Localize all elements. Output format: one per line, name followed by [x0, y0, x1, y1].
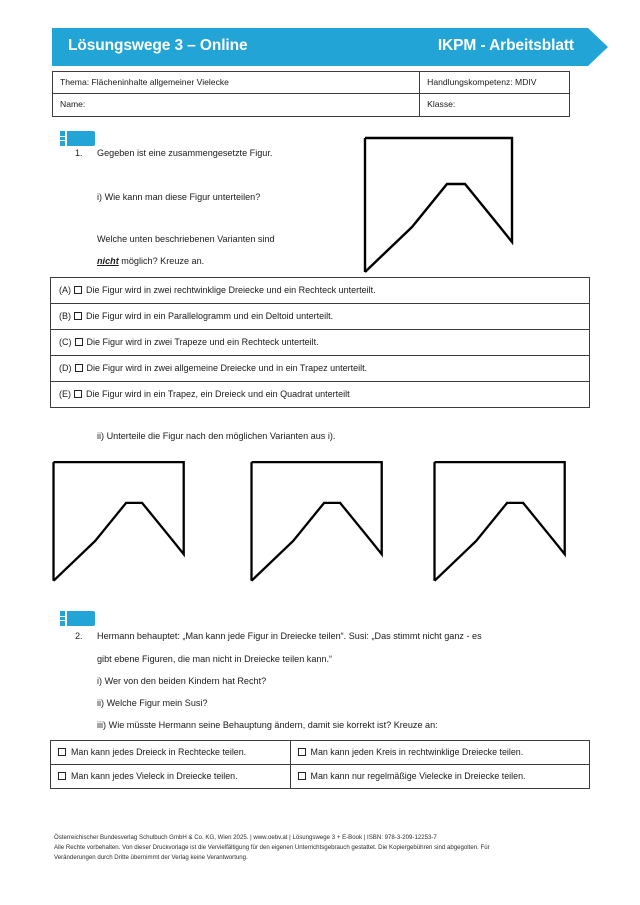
task1-intro: Gegeben ist eine zusammengesetzte Figur. — [97, 148, 273, 158]
option-row-b[interactable] — [51, 304, 590, 330]
table-row — [53, 94, 570, 116]
checkbox-answer-4[interactable] — [298, 772, 306, 780]
option-text-c: Die Figur wird in zwei Trapeze und ein Rechteck unterteilt. — [86, 337, 319, 348]
header-banner — [52, 28, 608, 66]
option-text-a: Die Figur wird in zwei rechtwinklige Dreiecke und ein Rechteck unterteilt. — [86, 285, 376, 296]
composite-figure-main — [352, 132, 527, 277]
marker-stripe-top — [60, 611, 65, 616]
work-figure-3[interactable] — [423, 456, 578, 586]
option-key-b: (B) — [59, 311, 71, 322]
task1-line4-rest: möglich? Kreuze an. — [121, 256, 205, 266]
answer-cell-2[interactable] — [290, 741, 589, 765]
checkbox-b[interactable] — [74, 312, 82, 320]
work-figure-2[interactable] — [240, 456, 395, 586]
option-row-a[interactable] — [51, 278, 590, 304]
marker-stripe-mid — [60, 617, 65, 620]
polygon-outline — [54, 462, 184, 581]
option-key-c: (C) — [59, 337, 72, 348]
answer-cell-4[interactable] — [290, 765, 589, 789]
option-row-d[interactable] — [51, 356, 590, 382]
task2-sub-ii: ii) Welche Figur mein Susi? — [97, 698, 208, 708]
name-field[interactable]: Name: — [53, 94, 420, 116]
page-title: Lösungswege 3 – Online — [68, 37, 248, 54]
worksheet-label: IKPM - Arbeitsblatt — [437, 37, 574, 54]
task2-line1: Hermann behauptet: „Man kann jede Figur in Dreiecke teilen“. Susi: „Das stimmt nicht ganz - es — [97, 631, 482, 641]
option-row-c[interactable] — [51, 330, 590, 356]
table-row[interactable] — [51, 278, 590, 304]
answer-text-2: Man kann jeden Kreis in rechtwinklige Dreiecke teilen. — [310, 747, 524, 758]
task2-answers-table — [50, 740, 590, 789]
banner-arrow-tip — [588, 28, 608, 66]
table-row[interactable] — [51, 382, 590, 408]
footer-line-2: Alle Rechte vorbehalten. Von dieser Druckvorlage ist die Vervielfältigung für den eigenen Unterrichtsgebrauch gestattet. Die Kopiergebühren sind abgegolten. Für — [54, 844, 490, 852]
table-row[interactable] — [51, 330, 590, 356]
answer-text-3: Man kann jedes Vieleck in Dreiecke teilen. — [71, 771, 238, 782]
option-key-e: (E) — [59, 389, 71, 400]
option-text-d: Die Figur wird in zwei allgemeine Dreiecke und in ein Trapez unterteilt. — [86, 363, 368, 374]
task2-line2: gibt ebene Figuren, die man nicht in Dreiecke teilen kann.“ — [97, 654, 333, 664]
table-row[interactable] — [51, 304, 590, 330]
answer-text-4: Man kann nur regelmäßige Vielecke in Dreiecke teilen. — [310, 771, 526, 782]
footer — [54, 833, 594, 863]
checkbox-c[interactable] — [75, 338, 83, 346]
task2-sub-i: i) Wer von den beiden Kindern hat Recht? — [97, 676, 267, 686]
footer-line-1: Österreichischer Bundesverlag Schulbuch GmbH & Co. KG, Wien 2025. | www.oebv.at | Lösungswege 3 + E-Book | ISBN: 978-3-209-12253-7 — [54, 834, 437, 841]
checkbox-answer-2[interactable] — [298, 748, 306, 756]
task-marker-icon-2 — [60, 611, 98, 626]
table-row[interactable] — [51, 356, 590, 382]
footer-line-3: Veränderungen durch Dritte übernimmt der Verlag keine Verantwortung. — [54, 854, 248, 862]
answer-text-1: Man kann jedes Dreieck in Rechtecke teilen. — [71, 747, 247, 758]
klasse-field[interactable]: Klasse: — [420, 94, 570, 116]
task1-sub-ii: ii) Unterteile die Figur nach den möglichen Varianten aus i). — [97, 431, 336, 441]
work-figure-1[interactable] — [42, 456, 197, 586]
marker-stripe-bot — [60, 621, 65, 626]
kompetenz-cell: Handlungskompetenz: MDIV — [420, 72, 570, 94]
marker-stripe-top — [60, 131, 65, 136]
option-key-d: (D) — [59, 363, 72, 374]
option-key-a: (A) — [59, 285, 71, 296]
task1-options-table — [50, 277, 590, 408]
task-marker-icon-1 — [60, 131, 98, 146]
checkbox-e[interactable] — [74, 390, 82, 398]
checkbox-a[interactable] — [74, 286, 82, 294]
answer-cell-1[interactable] — [51, 741, 291, 765]
task1-number: 1. — [75, 148, 83, 158]
task1-sub-i: i) Wie kann man diese Figur unterteilen? — [97, 192, 261, 202]
marker-stripe-bot — [60, 141, 65, 146]
checkbox-d[interactable] — [75, 364, 83, 372]
table-row[interactable] — [51, 741, 590, 765]
option-row-e[interactable] — [51, 382, 590, 408]
checkbox-answer-3[interactable] — [58, 772, 66, 780]
checkbox-answer-1[interactable] — [58, 748, 66, 756]
marker-stripe-mid — [60, 137, 65, 140]
task2-number: 2. — [75, 631, 83, 641]
option-text-e: Die Figur wird in ein Trapez, ein Dreieck und ein Quadrat unterteilt — [86, 389, 350, 400]
marker-block — [67, 611, 95, 626]
emph-nicht: nicht — [97, 256, 119, 266]
marker-block — [67, 131, 95, 146]
answer-cell-3[interactable] — [51, 765, 291, 789]
polygon-outline — [435, 462, 565, 581]
task2-sub-iii: iii) Wie müsste Hermann seine Behauptung ändern, damit sie korrekt ist? Kreuze an: — [97, 720, 438, 730]
option-text-b: Die Figur wird in ein Parallelogramm und ein Deltoid unterteilt. — [86, 311, 334, 322]
table-row[interactable] — [51, 765, 590, 789]
info-table — [52, 71, 570, 117]
table-row — [53, 72, 570, 94]
polygon-outline — [365, 138, 512, 272]
task1-line4 — [97, 256, 204, 267]
polygon-outline — [252, 462, 382, 581]
thema-cell: Thema: Flächeninhalte allgemeiner Vielecke — [53, 72, 420, 94]
task1-line3: Welche unten beschriebenen Varianten sind — [97, 234, 275, 244]
